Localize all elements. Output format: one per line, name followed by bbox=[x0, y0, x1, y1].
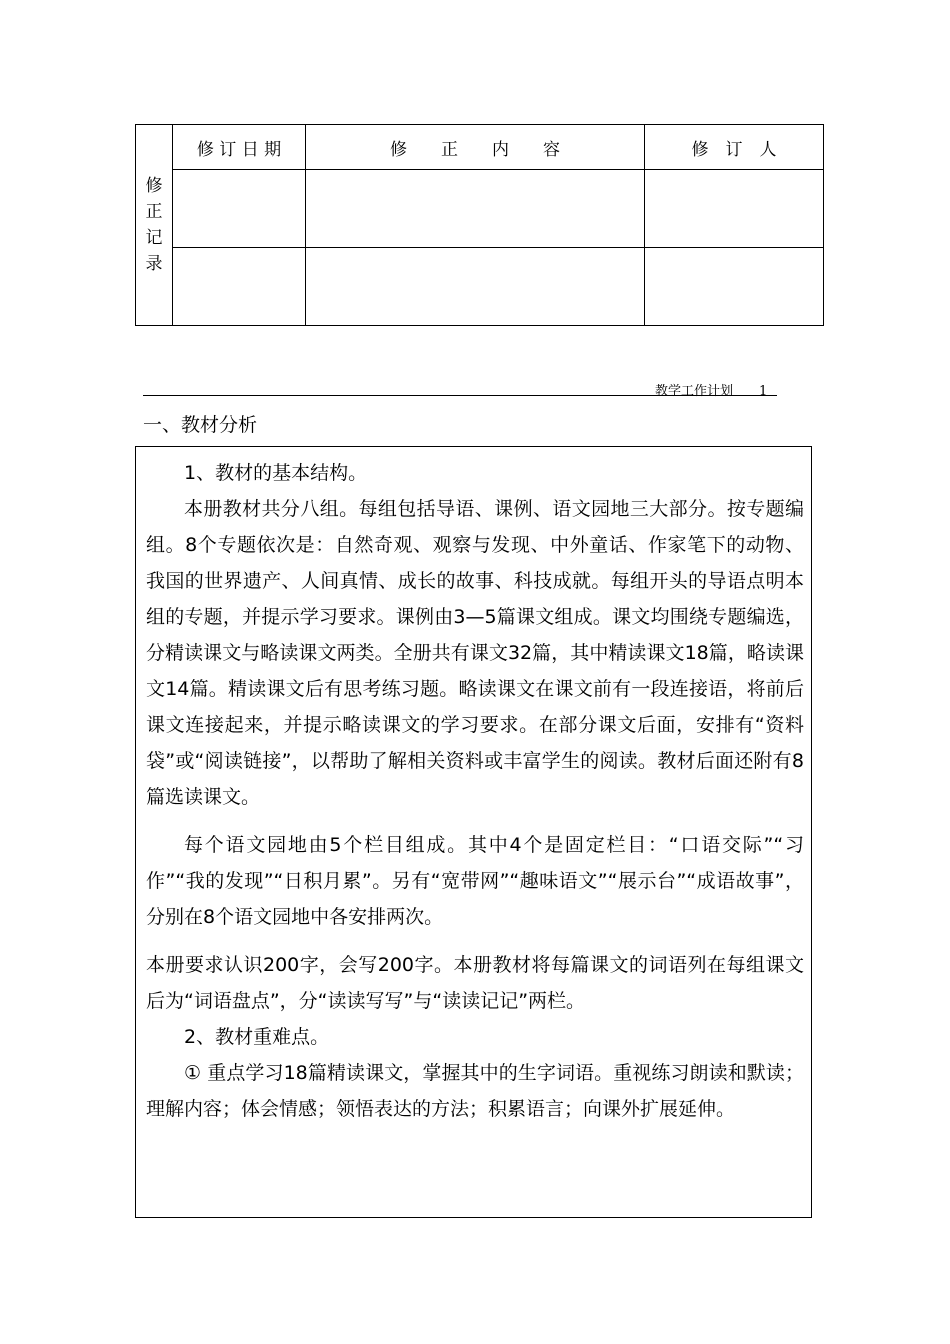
reviser-cell[interactable] bbox=[645, 248, 824, 326]
side-label-char: 录 bbox=[145, 254, 163, 274]
page-header bbox=[655, 380, 767, 399]
revision-record-label bbox=[136, 125, 173, 326]
section-title: 一、教材分析 bbox=[143, 414, 258, 436]
paragraph-structure-heading: 1、教材的基本结构。 bbox=[184, 462, 368, 484]
paragraph-garden: 每个语文园地由5个栏目组成。其中4个是固定栏目：“口语交际”“习作”“我的发现”“日积月累”。另有“宽带网”“趣味语文”“展示台”“成语故事”，分别在8个语文园地中各安排两次。 bbox=[146, 834, 804, 928]
side-label-char: 正 bbox=[145, 202, 163, 222]
header-rule bbox=[143, 395, 777, 396]
paragraph-requirements: 本册要求认识200字，会写200字。本册教材将每篇课文的词语列在每组课文后为“词语盘点”，分“读读写写”与“读读记记”两栏。 bbox=[146, 954, 804, 1012]
side-label-char: 修 bbox=[145, 176, 163, 196]
content-text bbox=[146, 455, 804, 1127]
revision-date-cell[interactable] bbox=[173, 170, 306, 248]
page-header-title: 教学工作计划 bbox=[655, 384, 734, 399]
revision-record-table bbox=[135, 124, 824, 326]
paragraph-key-points-heading: 2、教材重难点。 bbox=[184, 1026, 330, 1048]
header-revision-date: 修 订 日 期 bbox=[173, 125, 306, 170]
revision-content-cell[interactable] bbox=[306, 170, 645, 248]
paragraph-key-points: ① 重点学习18篇精读课文，掌握其中的生字词语。重视练习朗读和默读；理解内容；体会情感；领悟表达的方法；积累语言；向课外扩展延伸。 bbox=[146, 1062, 804, 1120]
reviser-cell[interactable] bbox=[645, 170, 824, 248]
side-label-char: 记 bbox=[145, 228, 163, 248]
header-revision-content: 修 正 内 容 bbox=[306, 125, 645, 170]
page-number: 1 bbox=[759, 384, 768, 399]
revision-content-cell[interactable] bbox=[306, 248, 645, 326]
paragraph-structure: 本册教材共分八组。每组包括导语、课例、语文园地三大部分。按专题编组。8个专题依次是：自然奇观、观察与发现、中外童话、作家笔下的动物、我国的世界遗产、人间真情、成长的故事、科技成就。每组开头的导语点明本组的专题，并提示学习要求。课例由3—5篇课文组成。课文均围绕专题编选，分精读课文与略读课文两类。全册共有课文32篇，其中精读课文18篇，略读课文14篇。精读课文后有思考练习题。略读课文在课文前有一段连接语，将前后课文连接起来，并提示略读课文的学习要求。在部分课文后面，安排有“资料袋”或“阅读链接”，以帮助了解相关资料或丰富学生的阅读。教材后面还附有8篇选读课文。 bbox=[146, 498, 804, 808]
header-reviser: 修 订 人 bbox=[645, 125, 824, 170]
content-box bbox=[135, 446, 812, 1218]
revision-date-cell[interactable] bbox=[173, 248, 306, 326]
